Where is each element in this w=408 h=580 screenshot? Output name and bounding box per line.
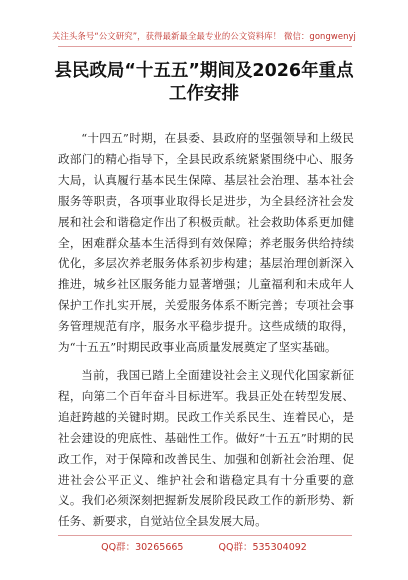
footer-contact: [0, 539, 408, 553]
body-paragraph-1: “十四五”时期，在县委、县政府的坚强领导和上级民政部门的精心指导下，全县民政系统紧紧围绕中心、服务大局，认真履行基本民生保障、基层社会治理、基本社会服务等职责，各项事业取得长足进步，为全县经济社会发展和社会和谐稳定作出了积极贡献。社会救助体系更加健全，困难群众基本生活得到有效保障；养老服务供给持续优化，多层次养老服务体系初步构建；基层治理创新深入推进，城乡社区服务能力显著增强；儿童福利和未成年人保护工作扎实开展，关爱服务体系不断完善；专项社会事务管理规范有序，服务水平稳步提升。这些成绩的取得，为“十五五”时期民政事业高质量发展奠定了坚实基础。: [58, 131, 354, 355]
document-body: [58, 128, 354, 539]
footer-qq-group-1: QQ群：30265665: [101, 542, 184, 553]
document-title-line-2: 工作安排: [169, 84, 239, 104]
footer-divider: [58, 535, 352, 536]
header-divider: [58, 46, 352, 47]
body-paragraph-2: 当前，我国已踏上全面建设社会主义现代化国家新征程，向第二个百年奋斗目标进军。我县正处在转型发展、追赶跨越的关键时期。民政工作关系民生、连着民心，是社会建设的兜底性、基础性工作。做好“十五五”时期的民政工作，对于保障和改善民生、加强和创新社会治理、促进社会公平正义、维护社会和谐稳定具有十分重要的意义。我们必须深刻把握新发展阶段民政工作的新形势、新任务、新要求，自觉站位全县发展大局。: [58, 367, 354, 529]
document-title: [40, 60, 368, 106]
header-promo-note: 关注头条号“公文研究”，获得最新最全最专业的公文资料库！ 微信：gongwenyj: [52, 31, 356, 41]
document-title-line-1: 县民政局“十五五”期间及2026年重点: [54, 61, 354, 81]
footer-qq-group-2: QQ群：535304092: [218, 542, 307, 553]
